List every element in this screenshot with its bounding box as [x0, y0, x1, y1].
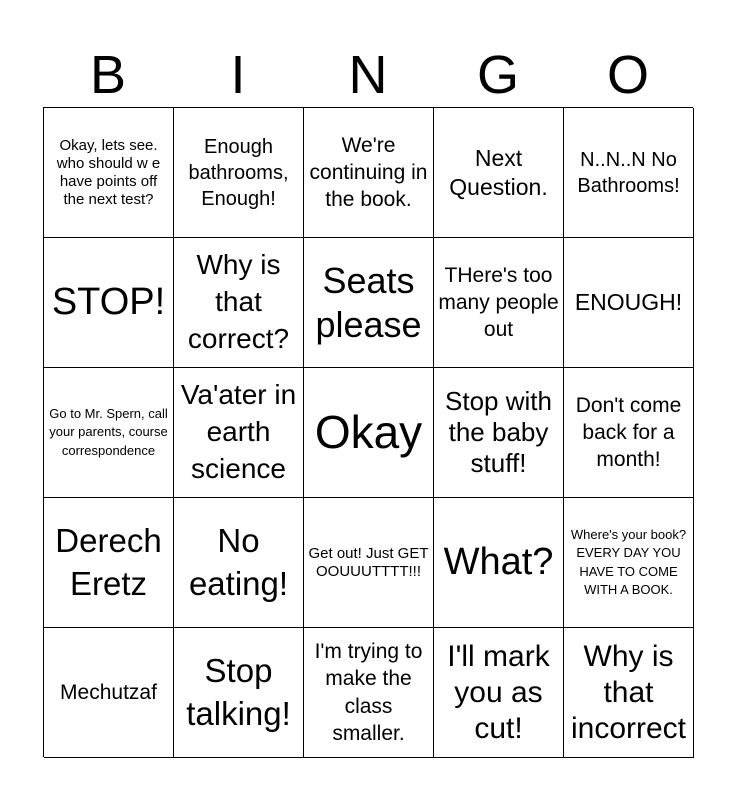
bingo-cell-r3c4[interactable]: Stop with the baby stuff! — [434, 368, 564, 498]
bingo-cell-r5c4[interactable]: I'll mark you as cut! — [434, 628, 564, 758]
bingo-cell-r5c3[interactable]: I'm trying to make the class smaller. — [304, 628, 434, 758]
bingo-cell-r4c3[interactable]: Get out! Just GET OOUUUTTTT!!! — [304, 498, 434, 628]
bingo-cell-r4c4[interactable]: What? — [434, 498, 564, 628]
bingo-cell-r3c3-free[interactable]: Okay — [304, 368, 434, 498]
bingo-cell-r2c5[interactable]: ENOUGH! — [564, 238, 694, 368]
header-letter-g: G — [476, 45, 519, 105]
header-letter-b: B — [89, 45, 127, 105]
bingo-cell-r2c2[interactable]: Why is that correct? — [174, 238, 304, 368]
bingo-cell-r1c3[interactable]: We're continuing in the book. — [304, 108, 434, 238]
bingo-cell-r2c1[interactable]: STOP! — [44, 238, 174, 368]
bingo-card-grid — [43, 107, 693, 757]
header-letter-n: N — [348, 45, 388, 105]
header-letter-i: I — [230, 45, 246, 105]
bingo-cell-r5c5[interactable]: Why is that incorrect — [564, 628, 694, 758]
bingo-cell-r1c1[interactable]: Okay, lets see. who should w e have points off the next test? — [44, 108, 174, 238]
bingo-cell-r3c5[interactable]: Don't come back for a month! — [564, 368, 694, 498]
bingo-cell-r5c2[interactable]: Stop talking! — [174, 628, 304, 758]
bingo-cell-r3c1[interactable]: Go to Mr. Spern, call your parents, course correspondence — [44, 368, 174, 498]
bingo-cell-r3c2[interactable]: Va'ater in earth science — [174, 368, 304, 498]
bingo-cell-r4c2[interactable]: No eating! — [174, 498, 304, 628]
bingo-cell-r5c1[interactable]: Mechutzaf — [44, 628, 174, 758]
bingo-cell-r2c4[interactable]: THere's too many people out — [434, 238, 564, 368]
bingo-cell-r1c2[interactable]: Enough bathrooms, Enough! — [174, 108, 304, 238]
bingo-cell-r1c5[interactable]: N..N..N No Bathrooms! — [564, 108, 694, 238]
bingo-cell-r1c4[interactable]: Next Question. — [434, 108, 564, 238]
bingo-header — [43, 42, 693, 108]
bingo-cell-r4c5[interactable]: Where's your book? EVERY DAY YOU HAVE TO COME WITH A BOOK. — [564, 498, 694, 628]
bingo-cell-r2c3[interactable]: Seats please — [304, 238, 434, 368]
bingo-cell-r4c1[interactable]: Derech Eretz — [44, 498, 174, 628]
header-letter-o: O — [606, 45, 649, 105]
